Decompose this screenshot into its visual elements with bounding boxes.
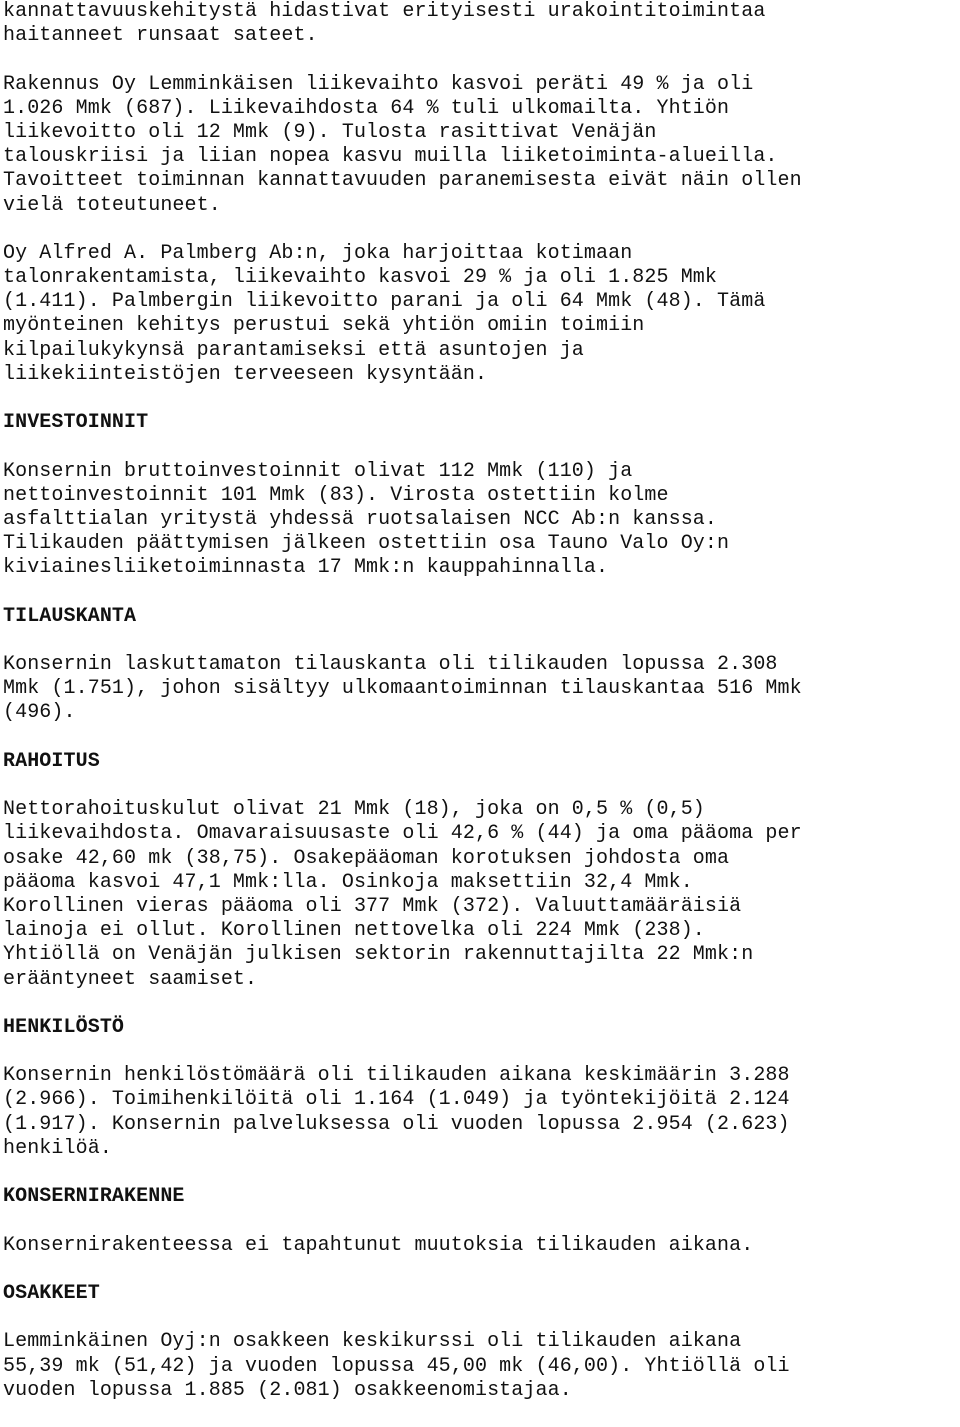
text-line: talouskriisi ja liian nopea kasvu muilla liiketoiminta-alueilla. <box>3 145 778 169</box>
text-line: nettoinvestoinnit 101 Mmk (83). Virosta ostettiin kolme <box>3 483 669 507</box>
text-line: liikevaihdosta. Omavaraisuusaste oli 42,6 % (44) ja oma pääoma per <box>3 822 802 846</box>
text-line: kiviainesliiketoiminnasta 17 Mmk:n kauppahinnalla. <box>3 556 609 580</box>
section-heading-tilauskanta: TILAUSKANTA <box>3 604 137 628</box>
text-line: Konsernin henkilöstömäärä oli tilikauden aikana keskimäärin 3.288 <box>3 1064 790 1088</box>
body-paragraph <box>3 653 960 726</box>
text-line: Tilikauden päättymisen jälkeen ostettiin osa Tauno Valo Oy:n <box>3 532 730 556</box>
text-line: vuoden lopussa 1.885 (2.081) osakkeenomistajaa. <box>3 1378 572 1402</box>
text-line: talonrakentamista, liikevaihto kasvoi 29 % ja oli 1.825 Mmk <box>3 266 718 290</box>
section-heading-investoinnit: INVESTOINNIT <box>3 411 149 435</box>
text-line: Konsernin laskuttamaton tilauskanta oli tilikauden lopussa 2.308 <box>3 653 778 677</box>
text-line: haitanneet runsaat sateet. <box>3 24 318 48</box>
text-line: lainoja ei ollut. Korollinen nettovelka oli 224 Mmk (238). <box>3 919 705 943</box>
body-paragraph <box>3 1064 960 1161</box>
text-line: (1.411). Palmbergin liikevoitto parani ja oli 64 Mmk (48). Tämä <box>3 290 766 314</box>
section-heading-osakkeet: OSAKKEET <box>3 1281 100 1305</box>
text-line: (1.917). Konsernin palveluksessa oli vuoden lopussa 2.954 (2.623) <box>3 1112 790 1136</box>
text-line: erääntyneet saamiset. <box>3 967 258 991</box>
document-page <box>3 0 960 1427</box>
text-line: osake 42,60 mk (38,75). Osakepääoman korotuksen johdosta oma <box>3 846 730 870</box>
text-line: Nettorahoituskulut olivat 21 Mmk (18), joka on 0,5 % (0,5) <box>3 798 705 822</box>
text-line: kannattavuuskehitystä hidastivat erityisesti urakointitoimintaa <box>3 0 766 23</box>
text-line: kilpailukykynsä parantamiseksi että asuntojen ja <box>3 338 584 362</box>
body-paragraph <box>3 798 960 992</box>
section-heading-rahoitus: RAHOITUS <box>3 749 100 773</box>
text-line: Rakennus Oy Lemminkäisen liikevaihto kasvoi peräti 49 % ja oli <box>3 72 754 96</box>
text-line: 55,39 mk (51,42) ja vuoden lopussa 45,00 mk (46,00). Yhtiöllä oli <box>3 1354 790 1378</box>
body-paragraph <box>3 0 960 48</box>
text-line: Mmk (1.751), johon sisältyy ulkomaantoiminnan tilauskantaa 516 Mmk <box>3 677 802 701</box>
body-paragraph <box>3 73 960 218</box>
text-line: Oy Alfred A. Palmberg Ab:n, joka harjoittaa kotimaan <box>3 241 633 265</box>
text-line: Tavoitteet toiminnan kannattavuuden paranemisesta eivät näin ollen <box>3 169 802 193</box>
section-heading-henkilosto: HENKILÖSTÖ <box>3 1015 125 1039</box>
body-paragraph <box>3 1330 960 1403</box>
text-line: (496). <box>3 701 76 725</box>
section-heading-konsernirakenne: KONSERNIRAKENNE <box>3 1185 185 1209</box>
text-line: liikekiinteistöjen terveeseen kysyntään. <box>3 362 488 386</box>
text-line: Korollinen vieras pääoma oli 377 Mmk (372). Valuuttamääräisiä <box>3 894 742 918</box>
body-paragraph <box>3 1234 960 1258</box>
text-line: henkilöä. <box>3 1136 112 1160</box>
text-line: (2.966). Toimihenkilöitä oli 1.164 (1.049) ja työntekijöitä 2.124 <box>3 1088 790 1112</box>
text-line: asfalttialan yritystä yhdessä ruotsalaisen NCC Ab:n kanssa. <box>3 507 718 531</box>
text-line: 1.026 Mmk (687). Liikevaihdosta 64 % tuli ulkomailta. Yhtiön <box>3 96 730 120</box>
text-line: pääoma kasvoi 47,1 Mmk:lla. Osinkoja maksettiin 32,4 Mmk. <box>3 870 693 894</box>
text-line: Yhtiöllä on Venäjän julkisen sektorin rakennuttajilta 22 Mmk:n <box>3 943 754 967</box>
text-line: Konsernirakenteessa ei tapahtunut muutoksia tilikauden aikana. <box>3 1233 754 1257</box>
text-line: Lemminkäinen Oyj:n osakkeen keskikurssi oli tilikauden aikana <box>3 1330 742 1354</box>
body-paragraph <box>3 242 960 387</box>
text-line: liikevoitto oli 12 Mmk (9). Tulosta rasittivat Venäjän <box>3 120 657 144</box>
text-line: myönteinen kehitys perustui sekä yhtiön omiin toimiin <box>3 314 645 338</box>
body-paragraph <box>3 460 960 581</box>
text-line: vielä toteutuneet. <box>3 193 221 217</box>
text-line: Konsernin bruttoinvestoinnit olivat 112 Mmk (110) ja <box>3 459 633 483</box>
